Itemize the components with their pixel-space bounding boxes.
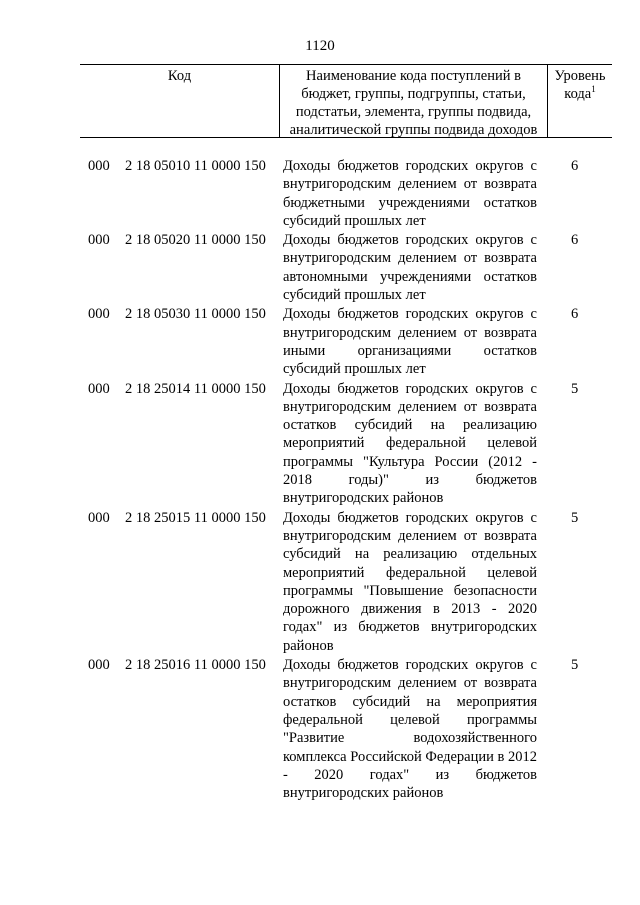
income-name: Доходы бюджетов городских округов с внутригородским делением от возврата бюджетными учреждениями остатков субсидий прошлых лет — [283, 158, 537, 229]
income-code: 2 18 05010 11 0000 150 — [125, 158, 266, 174]
table-header — [80, 64, 612, 138]
header-code-column: Код — [80, 65, 280, 137]
admin-code: 000 — [88, 158, 110, 174]
income-code: 2 18 25014 11 0000 150 — [125, 380, 266, 397]
table-row — [0, 656, 640, 802]
header-level-column — [548, 65, 612, 137]
code-level: 6 — [571, 158, 579, 174]
admin-code: 000 — [88, 232, 110, 249]
income-name: Доходы бюджетов городских округов с внутригородским делением от возврата автономными учреждениями остатков субсидий прошлых лет — [283, 232, 537, 304]
table-row — [0, 305, 640, 378]
income-name: Доходы бюджетов городских округов с внутригородским делением от возврата остатков субсидий на мероприятия федеральной целевой программы "Развитие водохозяйственного комплекса Российской Федерации в 2012 - 2020 годах" из бюджетов внутригородских районов — [283, 657, 537, 802]
table-row — [0, 509, 640, 655]
page-number: 1120 — [305, 38, 335, 54]
income-code: 2 18 25015 11 0000 150 — [125, 509, 266, 526]
income-name: Доходы бюджетов городских округов с внутригородским делением от возврата субсидий на реализацию отдельных мероприятий федеральной целевой программы "Повышение безопасности дорожного движения в 2013 - 2020 годах" из бюджетов внутригородских районов — [283, 509, 537, 654]
income-code: 2 18 05020 11 0000 150 — [125, 232, 266, 249]
income-name: Доходы бюджетов городских округов с внутригородским делением от возврата иными организациями остатков субсидий прошлых лет — [283, 306, 537, 378]
table-body — [0, 157, 640, 803]
table-row — [0, 231, 640, 304]
code-level: 5 — [571, 509, 579, 526]
income-name: Доходы бюджетов городских округов с внутригородским делением от возврата остатков субсидий на реализацию мероприятий федеральной целевой программы "Культура России (2012 - 2018 годы)" из бюджетов внутригородских районов — [283, 380, 537, 507]
income-code: 2 18 25016 11 0000 150 — [125, 657, 266, 674]
code-level: 6 — [571, 306, 579, 323]
table-row — [0, 157, 640, 230]
admin-code: 000 — [88, 657, 110, 674]
admin-code: 000 — [88, 306, 110, 323]
header-level-label: Уровень кода — [554, 68, 606, 102]
table-row — [0, 380, 640, 508]
admin-code: 000 — [88, 509, 110, 526]
code-level: 5 — [571, 380, 579, 397]
code-level: 5 — [571, 657, 579, 674]
income-code: 2 18 05030 11 0000 150 — [125, 306, 266, 323]
admin-code: 000 — [88, 380, 110, 397]
footnote-marker: 1 — [591, 84, 596, 95]
code-level: 6 — [571, 232, 579, 249]
header-name-column: Наименование кода поступлений в бюджет, группы, подгруппы, статьи, подстатьи, элемента, группы подвида, аналитической группы подвида доходов — [280, 65, 548, 137]
